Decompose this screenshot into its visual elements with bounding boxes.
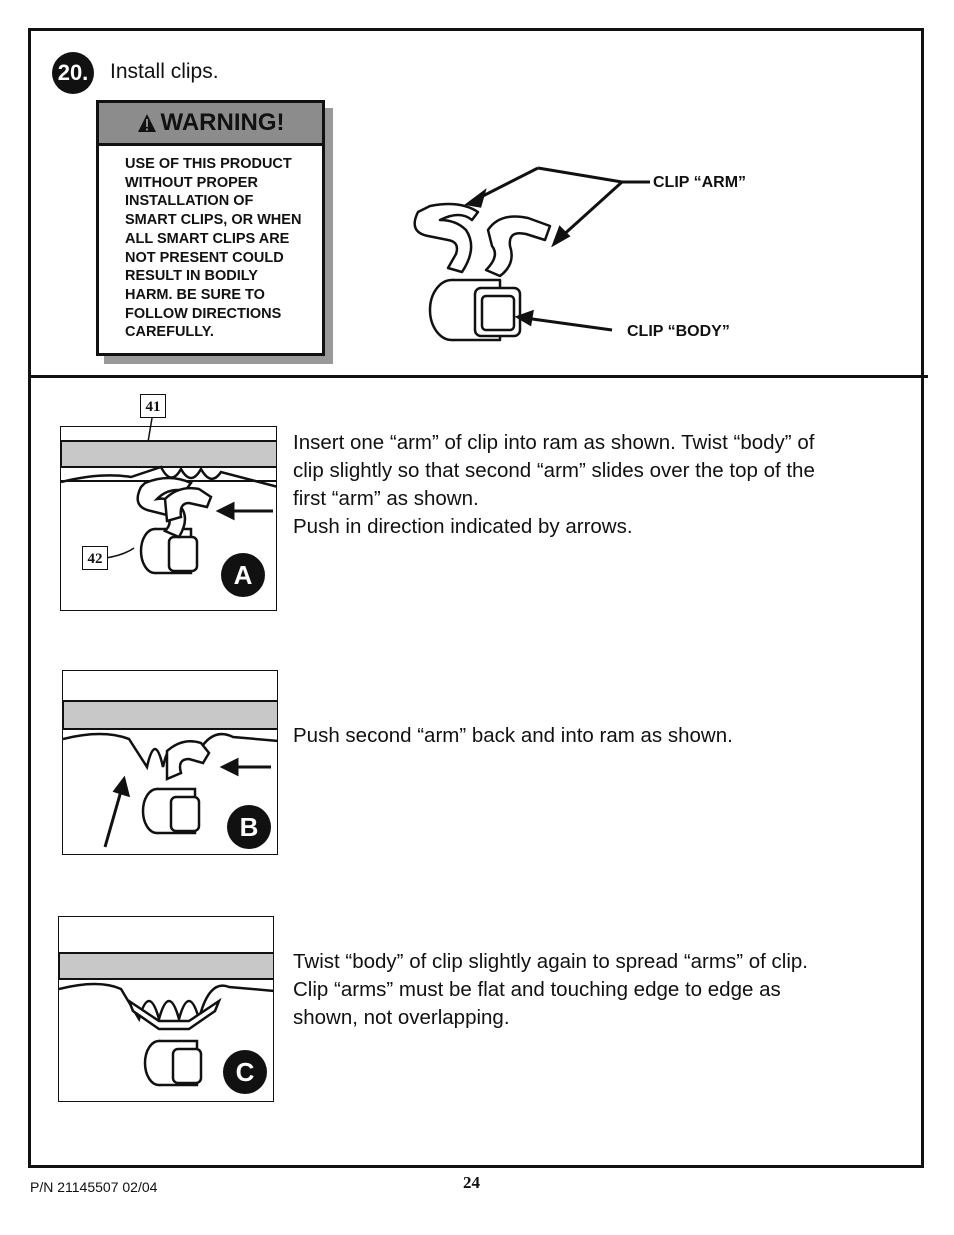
illustration-panel-b: [62, 670, 278, 855]
warning-text: USE OF THIS PRODUCT WITHOUT PROPER INSTALLATION OF SMART CLIPS, OR WHEN ALL SMART CLIPS ARE NOT PRESENT COULD RESULT IN BODILY HARM. BE SURE TO FOLLOW DIRECTIONS CAREFULLY.: [125, 156, 302, 341]
warning-header-text: WARNING!: [160, 109, 285, 136]
instruction-b: Push second “arm” back and into ram as shown.: [293, 724, 733, 747]
panel-b-badge: B: [239, 812, 259, 842]
part-number: P/N 21145507 02/04: [30, 1179, 158, 1195]
clip-body-label: CLIP “BODY”: [627, 323, 730, 340]
clip-install-illustration-b: [63, 671, 278, 855]
panel-c-badge: C: [235, 1057, 255, 1087]
instruction-a: Insert one “arm” of clip into ram as shown. Twist “body” of clip slightly so that second “arm” slides over the top of the first “arm” as shown. Push in direction indicated by arrows.: [293, 431, 815, 538]
illustration-panel-c: [58, 916, 274, 1102]
page-number: 24: [463, 1173, 480, 1192]
step-number-badge: 20.: [52, 52, 94, 94]
panel-a-badge: A: [233, 560, 253, 590]
clip-install-illustration-c: [59, 917, 274, 1102]
part-callout-42: 42: [82, 546, 108, 570]
clip-arm-label: CLIP “ARM”: [653, 174, 747, 191]
instruction-c: Twist “body” of clip slightly again to spread “arms” of clip. Clip “arms” must be flat and touching edge to edge as shown, not overlapping.: [293, 950, 808, 1029]
step-title: Install clips.: [110, 60, 219, 83]
part-callout-41: 41: [140, 394, 166, 418]
